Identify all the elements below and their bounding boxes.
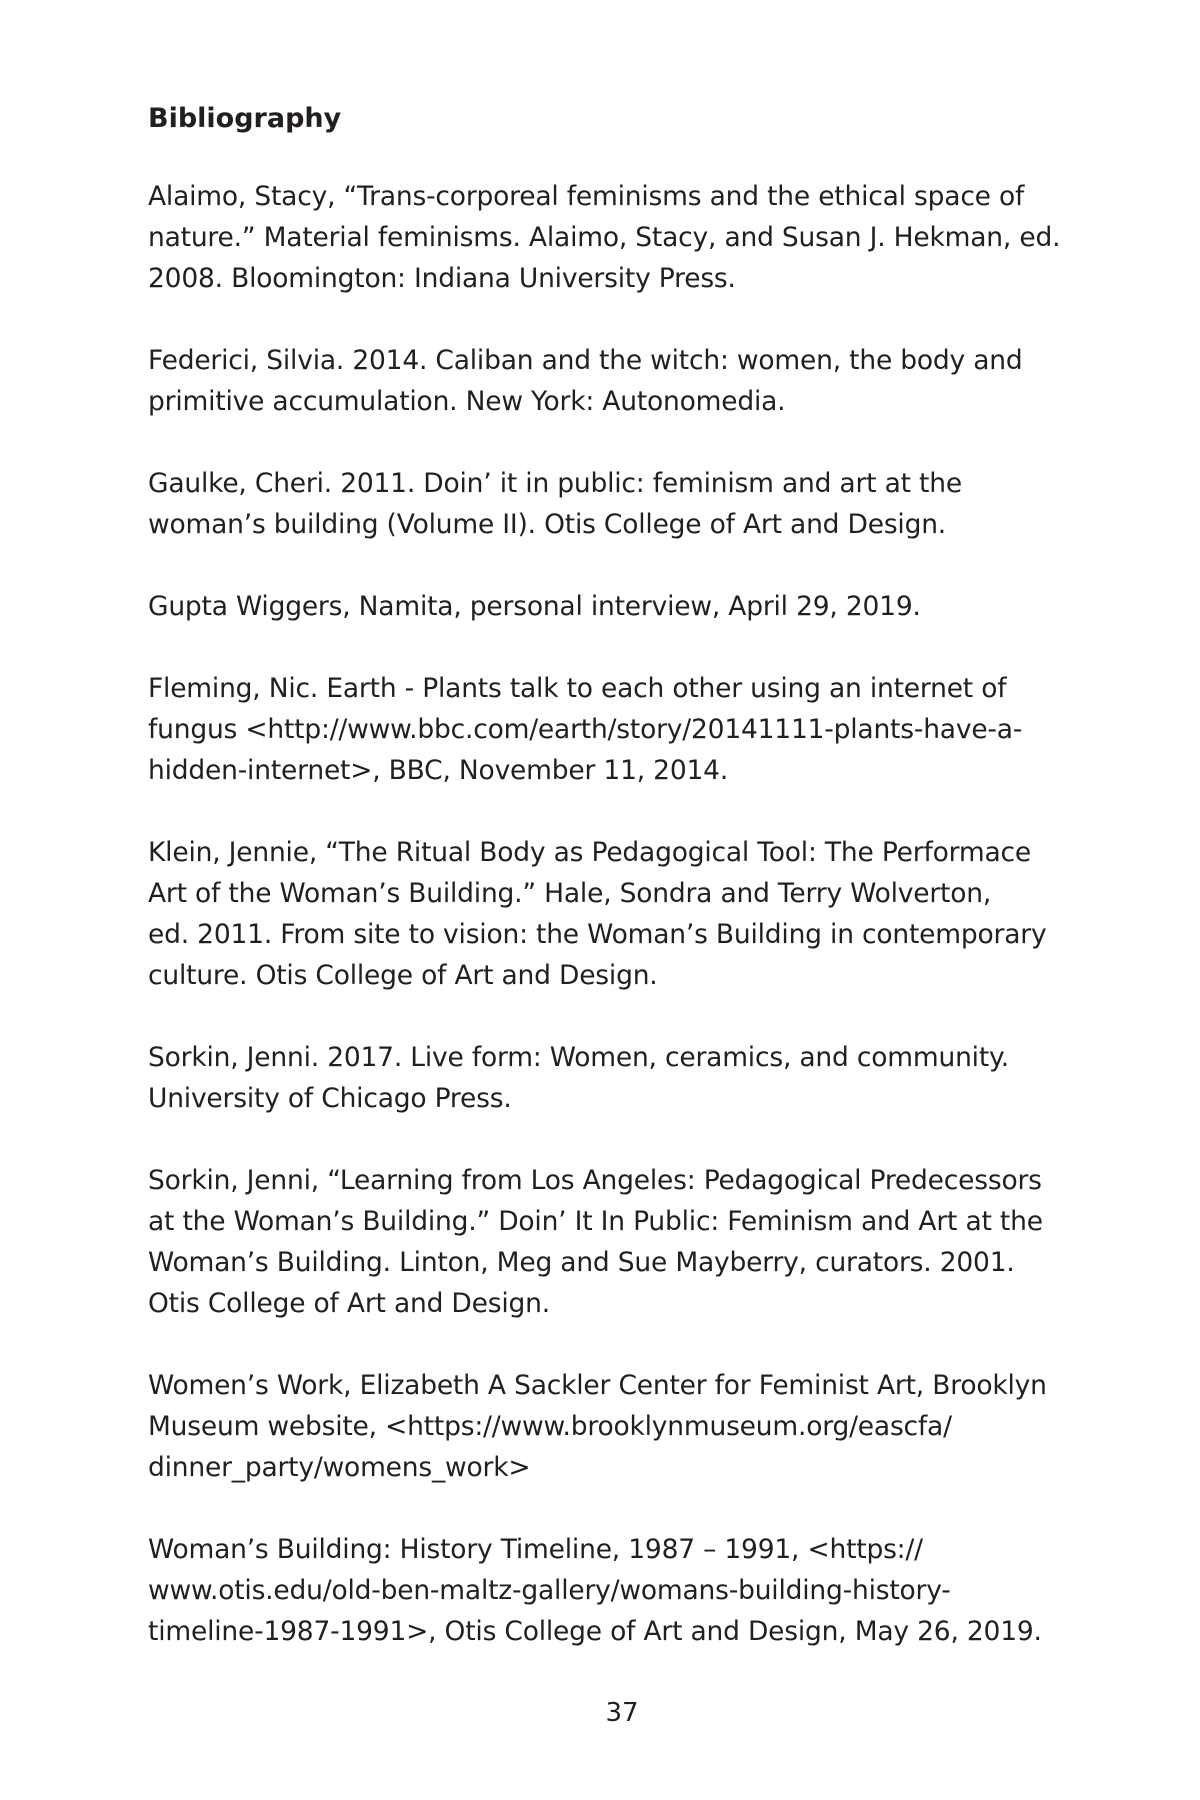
entry-line: Gaulke, Cheri. 2011. Doin’ it in public: feminism and art at the — [148, 468, 962, 499]
entry-line: www.otis.edu/old-ben-maltz-gallery/womans-building-history- — [148, 1575, 951, 1606]
entry-line: ed. 2011. From site to vision: the Woman’s Building in contemporary — [148, 919, 1047, 950]
entry-line: hidden-internet>, BBC, November 11, 2014. — [148, 755, 729, 786]
entry-line: Federici, Silvia. 2014. Caliban and the witch: women, the body and — [148, 345, 1023, 376]
entry-line: dinner_party/womens_work> — [148, 1452, 531, 1483]
bibliography-entry — [148, 586, 1088, 627]
entry-line: 2008. Bloomington: Indiana University Press. — [148, 263, 736, 294]
entry-line: primitive accumulation. New York: Autonomedia. — [148, 386, 786, 417]
entry-line: Otis College of Art and Design. — [148, 1288, 550, 1319]
bibliography-entry — [148, 1037, 1088, 1119]
entry-line: Woman’s Building: History Timeline, 1987 – 1991, <https:// — [148, 1534, 923, 1565]
bibliography-entry — [148, 1160, 1088, 1324]
entry-line: Art of the Woman’s Building.” Hale, Sondra and Terry Wolverton, — [148, 878, 992, 909]
entry-line: timeline-1987-1991>, Otis College of Art and Design, May 26, 2019. — [148, 1616, 1042, 1647]
bibliography-page — [148, 102, 1088, 1693]
bibliography-entry — [148, 463, 1088, 545]
bibliography-entry — [148, 1529, 1088, 1652]
bibliography-entry — [148, 340, 1088, 422]
bibliography-entry — [148, 1365, 1088, 1488]
entry-line: Sorkin, Jenni. 2017. Live form: Women, ceramics, and community. — [148, 1042, 1009, 1073]
entry-line: nature.” Material feminisms. Alaimo, Stacy, and Susan J. Hekman, ed. — [148, 222, 1061, 253]
bibliography-entry — [148, 668, 1088, 791]
entry-line: Fleming, Nic. Earth - Plants talk to each other using an internet of — [148, 673, 1007, 704]
bibliography-entry — [148, 176, 1088, 299]
entry-line: Klein, Jennie, “The Ritual Body as Pedagogical Tool: The Performace — [148, 837, 1031, 868]
page-title: Bibliography — [148, 103, 342, 134]
page-number: 37 — [605, 1698, 639, 1728]
entry-line: Gupta Wiggers, Namita, personal interview, April 29, 2019. — [148, 591, 921, 622]
entry-line: Women’s Work, Elizabeth A Sackler Center for Feminist Art, Brooklyn — [148, 1370, 1047, 1401]
entry-line: Alaimo, Stacy, “Trans-corporeal feminisms and the ethical space of — [148, 181, 1025, 212]
entry-line: fungus <http://www.bbc.com/earth/story/20141111-plants-have-a- — [148, 714, 1023, 745]
bibliography-entry — [148, 832, 1088, 996]
entry-line: culture. Otis College of Art and Design. — [148, 960, 658, 991]
entry-line: University of Chicago Press. — [148, 1083, 512, 1114]
entry-line: Museum website, <https://www.brooklynmuseum.org/eascfa/ — [148, 1411, 952, 1442]
entry-line: at the Woman’s Building.” Doin’ It In Public: Feminism and Art at the — [148, 1206, 1043, 1237]
entry-line: Woman’s Building. Linton, Meg and Sue Mayberry, curators. 2001. — [148, 1247, 1015, 1278]
entry-line: woman’s building (Volume II). Otis College of Art and Design. — [148, 509, 947, 540]
entry-line: Sorkin, Jenni, “Learning from Los Angeles: Pedagogical Predecessors — [148, 1165, 1042, 1196]
